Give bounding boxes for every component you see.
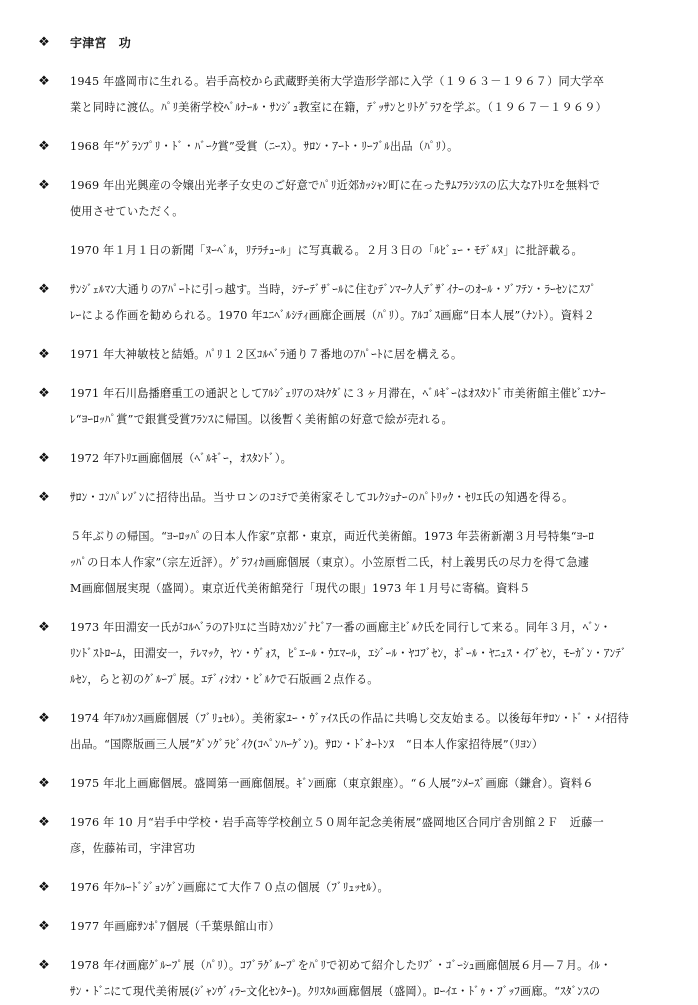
bio-entry bbox=[34, 771, 660, 797]
text-line: 1969 年出光興産の令嬢出光孝子女史のご好意でﾊﾟﾘ近郊ｶｯｼｬﾝ町に在ったｻﾑﾌﾗﾝｼｽの広大なｱﾄﾘｴを無料で bbox=[70, 179, 601, 192]
diamond-bullet-icon: ❖ bbox=[38, 490, 50, 505]
diamond-bullet-icon: ❖ bbox=[38, 776, 50, 791]
diamond-bullet-icon: ❖ bbox=[38, 880, 50, 895]
diamond-bullet-icon: ❖ bbox=[38, 451, 50, 466]
text-line: 使用させていただく。 bbox=[70, 205, 184, 218]
text-line: ﾙｾﾝ，らと初のｸﾞﾙｰﾌﾟ展。ｴﾃﾞｨｼｵﾝ・ﾋﾞﾙｸで石版画２点作る。 bbox=[70, 673, 379, 686]
text-line: 1968 年“ｸﾞﾗﾝﾌﾟﾘ・ﾄﾞ・ﾊﾞｰｸ賞”受賞（ﾆｰｽ）。ｻﾛﾝ・ｱｰﾄ・ﾘｰﾌﾞﾙ出品（ﾊﾟﾘ）。 bbox=[70, 140, 459, 153]
diamond-bullet-icon: ❖ bbox=[38, 620, 50, 635]
bio-entry bbox=[34, 342, 660, 368]
text-line: ﾚ“ﾖｰﾛｯﾊﾟ賞”で銀賞受賞ﾌﾗﾝｽに帰国。以後暫く美術館の好意で絵が売れる。 bbox=[70, 413, 453, 426]
bio-entry bbox=[34, 914, 660, 940]
continuation-paragraph bbox=[34, 238, 660, 264]
text-line: 1972 年ｱﾄﾘｴ画廊個展（ﾍﾞﾙｷﾞｰ，ｵｽﾀﾝﾄﾞ）。 bbox=[70, 452, 293, 465]
text-line: 1977 年画廊ｻﾝﾎﾟｱ個展（千葉県館山市） bbox=[70, 920, 280, 933]
diamond-bullet-icon: ❖ bbox=[38, 347, 50, 362]
bio-entry bbox=[34, 277, 660, 329]
text-line: M画廊個展実現（盛岡）。東京近代美術館発行「現代の眼」1973 年１月号に寄稿。資料５ bbox=[70, 582, 531, 595]
text-line: 1971 年石川島播磨重工の通訳としてｱﾙｼﾞｪﾘｱのｽｷｸﾀﾞに３ヶ月滞在，ﾍﾞﾙｷﾞｰはｵｽﾀﾝﾄﾞ市美術館主催ﾋﾞｴﾝﾅｰ bbox=[70, 387, 606, 400]
bio-entry bbox=[34, 810, 660, 862]
author-name-entry bbox=[34, 30, 660, 56]
text-line: 1945 年盛岡市に生れる。岩手高校から武蔵野美術大学造形学部に入学（１９６３－１９６７）同大学卒 bbox=[70, 75, 605, 88]
diamond-bullet-icon: ❖ bbox=[38, 282, 50, 297]
diamond-bullet-icon: ❖ bbox=[38, 958, 50, 973]
text-line: ﾚｰによる作画を勧められる。1970 年ﾕﾆﾍﾞﾙｼﾃｨ画廊企画展（ﾊﾟﾘ）。ｱﾙｺﾞｽ画廊“日本人展”（ﾅﾝﾄ）。資料２ bbox=[70, 309, 595, 322]
text-line: ｻﾛﾝ・ｺﾝﾊﾟﾚｿﾞﾝに招待出品。当サロンのｺﾐﾃで美術家そしてｺﾚｸｼｮﾅｰのﾊﾟﾄﾘｯｸ・ｾﾘｴ氏の知遇を得る。 bbox=[70, 491, 574, 504]
bio-entry bbox=[34, 875, 660, 901]
text-line: ｻﾝｼﾞｪﾙﾏﾝ大通りのｱﾊﾟｰﾄに引っ越す。当時，ｼﾃｰﾃﾞｻﾞｰﾙに住むﾃﾞﾝﾏｰｸ人ﾃﾞｻﾞｲﾅｰのｵｰﾙ・ｿﾞﾌﾃﾝ・ﾗｰｾﾝにｽﾌﾟ bbox=[70, 283, 597, 296]
diamond-bullet-icon: ❖ bbox=[38, 178, 50, 193]
text-line: 1975 年北上画廊個展。盛岡第一画廊個展。ｷﾞﾝ画廊（東京銀座）。“６人展”ｼﾒｰｽﾞ画廊（鎌倉）。資料６ bbox=[70, 777, 594, 790]
bio-entry bbox=[34, 706, 660, 758]
diamond-bullet-icon: ❖ bbox=[38, 139, 50, 154]
diamond-bullet-icon: ❖ bbox=[38, 919, 50, 934]
diamond-bullet-icon: ❖ bbox=[38, 711, 50, 726]
text-line: 1973 年田淵安一氏がｺﾙﾍﾞﾗのｱﾄﾘｴに当時ｽｶﾝｼﾞﾅﾋﾞｱ一番の画廊主ﾋﾞﾙｸ氏を同行して来る。同年３月，ﾍﾞﾝ・ bbox=[70, 621, 612, 634]
bio-entry bbox=[34, 615, 660, 693]
bio-entry bbox=[34, 953, 660, 1005]
bio-entry bbox=[34, 381, 660, 433]
text-line: ５年ぶりの帰国。“ﾖｰﾛｯﾊﾟの日本人作家”京都・東京，両近代美術館。1973 年芸術新潮３月号特集“ﾖｰﾛ bbox=[70, 530, 595, 543]
text-line: 宇津宮 功 bbox=[70, 36, 132, 50]
text-line: 1970 年１月１日の新聞「ﾇｰﾍﾞﾙ，ﾘﾃﾗﾁｭｰﾙ」に写真載る。２月３日の「ﾙﾋﾞｭｰ・ﾓﾃﾞﾙﾇ」に批評載る。 bbox=[70, 244, 583, 257]
diamond-bullet-icon: ❖ bbox=[38, 386, 50, 401]
text-line: ｻﾝ・ﾄﾞﾆにて現代美術展(ｼﾞｬﾝｳﾞｨﾗｰ文化ｾﾝﾀｰ)。ｸﾘｽﾀﾙ画廊個展（盛岡）。ﾛｰｲｴ・ﾄﾞｩ・ﾌﾞｯﾌ画廊。“ｽﾀﾞﾝｽの bbox=[70, 985, 601, 998]
bio-entry bbox=[34, 173, 660, 225]
bio-entry bbox=[34, 485, 660, 511]
text-line: 出品。“国際版画三人展”ﾀﾞﾝｸﾞﾗﾋﾞｲｸ(ｺﾍﾟﾝﾊｰｹﾞﾝ)。ｻﾛﾝ・ﾄﾞｵｰﾄﾝﾇ “日本人作家招待展”（ﾘﾖﾝ） bbox=[70, 738, 544, 751]
text-line: 1978 年ｲｵ画廊ｸﾞﾙｰﾌﾟ展（ﾊﾟﾘ）。ｺﾌﾞﾗｸﾞﾙｰﾌﾟをﾊﾟﾘで初めて紹介したﾘﾌﾞ・ｺﾞｰｼｭ画廊個展６月—７月。ｲﾙ・ bbox=[70, 959, 612, 972]
diamond-bullet-icon: ❖ bbox=[38, 815, 50, 830]
text-line: 1976 年 10 月“岩手中学校・岩手高等学校創立５０周年記念美術展”盛岡地区合同庁舎別館２Ｆ 近藤一 bbox=[70, 816, 604, 829]
text-line: 業と同時に渡仏。ﾊﾟﾘ美術学校ﾍﾞﾙﾅｰﾙ・ｻﾝｼﾞｭ教室に在籍，ﾃﾞｯｻﾝとﾘﾄｸﾞﾗﾌを学ぶ。（１９６７－１９６９） bbox=[70, 101, 608, 114]
text-line: 1976 年ｸﾙｰﾄﾞｼﾞｮﾝｹﾞﾝ画廊にて大作７０点の個展（ﾌﾞﾘｭｯｾﾙ）。 bbox=[70, 881, 389, 894]
text-line: 彦，佐藤祐司，宇津宮功 bbox=[70, 842, 196, 855]
diamond-bullet-icon: ❖ bbox=[38, 35, 50, 50]
bio-entry bbox=[34, 134, 660, 160]
text-line: ｯﾊﾟの日本人作家”（宗左近評）。ｸﾞﾗﾌｨｶ画廊個展（東京）。小笠原哲二氏，村上義男氏の尽力を得て急遽 bbox=[70, 556, 590, 569]
bio-entry bbox=[34, 446, 660, 472]
text-line: 1971 年大神敏枝と結婚。ﾊﾟﾘ１２区ｺﾙﾍﾞﾗ通り７番地のｱﾊﾟｰﾄに居を構える。 bbox=[70, 348, 463, 361]
bio-entry bbox=[34, 69, 660, 121]
diamond-bullet-icon: ❖ bbox=[38, 74, 50, 89]
continuation-paragraph bbox=[34, 524, 660, 602]
text-line: ﾘﾝﾄﾞｽﾄﾛｰﾑ，田淵安一，ﾃﾚﾏｯｸ，ﾔﾝ・ｳﾞｫｽ，ﾋﾟｴｰﾙ・ｳｴﾏｰﾙ，ｴｼﾞｰﾙ・ﾔｺﾌﾞｾﾝ，ﾎﾟｰﾙ・ﾔﾆｭｽ・ｲﾌﾞｾﾝ，ﾓｰｶﾞﾝ・ｱﾝﾃﾞ bbox=[70, 647, 627, 660]
text-line: 1974 年ｱﾙｶﾝｽ画廊個展（ﾌﾞﾘｭｾﾙ）。美術家ﾕｰ・ｳﾞｧｲｽ氏の作品に共鳴し交友始まる。以後毎年ｻﾛﾝ・ﾄﾞ・ﾒｲ招待 bbox=[70, 712, 629, 725]
